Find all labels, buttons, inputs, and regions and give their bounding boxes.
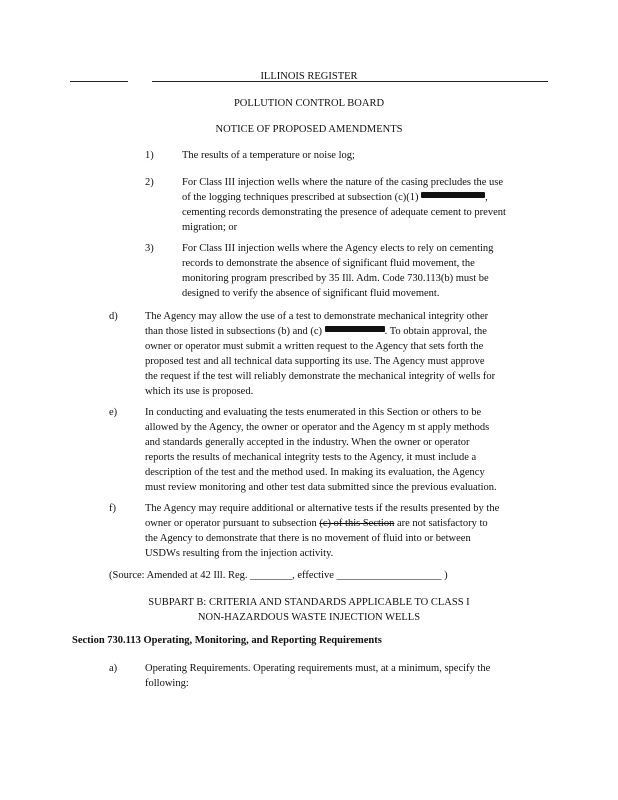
subsection-d-line-1: The Agency may allow the use of a test to demonstrate mechanical integrity other	[145, 311, 489, 322]
item-2-line-2-end: ,	[485, 192, 488, 203]
item-2-line-2	[182, 190, 506, 205]
subsection-d-line-3: owner or operator must submit a written request to the Agency that sets forth the	[145, 341, 484, 352]
subsection-e-line-1: In conducting and evaluating the tests enumerated in this Section or others to be	[145, 407, 482, 418]
subsection-d-text	[145, 309, 495, 399]
item-3-line-1: For Class III injection wells where the Agency elects to rely on cementing	[182, 243, 494, 254]
section-heading: Section 730.113 Operating, Monitoring, and Reporting Requirements	[72, 635, 382, 646]
subsection-e-line-4: reports the results of mechanical integrity tests to the Agency, it must include a	[145, 452, 477, 463]
subsection-f-text	[145, 501, 499, 561]
register-title: ILLINOIS REGISTER	[260, 71, 358, 82]
subsection-e-label: e)	[109, 407, 118, 418]
section-a-line-1: Operating Requirements. Operating requirements must, at a minimum, specify the	[145, 663, 491, 674]
section-a-line-2: following:	[145, 678, 189, 689]
subsection-e-line-6: must review monitoring and other test data submitted since the previous evaluation.	[145, 482, 497, 493]
subsection-e-text	[145, 405, 497, 495]
item-2-line-4: migration; or	[182, 222, 238, 233]
board-title: POLLUTION CONTROL BOARD	[233, 98, 385, 109]
subsection-f-label: f)	[109, 503, 116, 514]
item-3-label: 3)	[145, 243, 154, 254]
subsection-f-line-1: The Agency may require additional or alternative tests if the results presented by the	[145, 503, 500, 514]
subsection-e-line-5: description of the test and the method used. In making its evaluation, the Agency	[145, 467, 485, 478]
subsection-d-line-5: the request if the test will reliably demonstrate the mechanical integrity of wells for	[145, 371, 496, 382]
subsection-f-line-2	[145, 516, 499, 531]
subsection-d-line-2-end: . To obtain approval, the	[384, 326, 487, 337]
subsection-f-line-2-start: owner or operator pursuant to subsection	[145, 518, 317, 529]
subsection-d-line-2	[145, 324, 495, 339]
subsection-d-line-4: proposed test and all technical data supporting its use. The Agency must approve	[145, 356, 485, 367]
subsection-d-line-6: which its use is proposed.	[145, 386, 254, 397]
subsection-d-line-2-start: than those listed in subsections (b) and (c)	[145, 326, 323, 337]
item-2-label: 2)	[145, 177, 154, 188]
subsection-f-line-3: the Agency to demonstrate that there is no movement of fluid into or between	[145, 533, 471, 544]
item-2-line-2-start: of the logging techniques prescribed at subsection (c)(1)	[182, 192, 419, 203]
struck-text: (c) of this Section	[319, 518, 395, 529]
source-note: (Source: Amended at 42 Ill. Reg. ________, effective ____________________ )	[109, 570, 448, 581]
item-1-text: The results of a temperature or noise log;	[182, 150, 355, 161]
subsection-f-line-4: USDWs resulting from the injection activity.	[145, 548, 334, 559]
subsection-e-line-3: and standards generally accepted in the industry. When the owner or operator	[145, 437, 470, 448]
subsection-f-line-2-end: are not satisfactory to	[396, 518, 488, 529]
item-3-line-2: records to demonstrate the absence of significant fluid movement, the	[182, 258, 475, 269]
subpart-heading-line-1: SUBPART B: CRITERIA AND STANDARDS APPLICABLE TO CLASS I	[148, 597, 470, 608]
subsection-e-line-2: allowed by the Agency, the owner or operator and the Agency m st apply methods	[145, 422, 490, 433]
redaction-mark	[325, 326, 385, 332]
item-2-line-1: For Class III injection wells where the nature of the casing precludes the use	[182, 177, 504, 188]
section-a-text	[145, 661, 490, 691]
subpart-heading-line-2: NON-HAZARDOUS WASTE INJECTION WELLS	[197, 612, 421, 623]
item-2-line-3: cementing records demonstrating the presence of adequate cement to prevent	[182, 207, 506, 218]
item-1-label: 1)	[145, 150, 154, 161]
item-3-line-4: designed to verify the absence of significant fluid movement.	[182, 288, 440, 299]
item-3-line-3: monitoring program prescribed by 35 Ill. Adm. Code 730.113(b) must be	[182, 273, 489, 284]
notice-title: NOTICE OF PROPOSED AMENDMENTS	[215, 124, 403, 135]
item-3-text	[182, 241, 493, 301]
item-2-text	[182, 175, 506, 235]
section-a-label: a)	[109, 663, 118, 674]
subsection-d-label: d)	[109, 311, 118, 322]
redaction-mark	[421, 192, 485, 198]
